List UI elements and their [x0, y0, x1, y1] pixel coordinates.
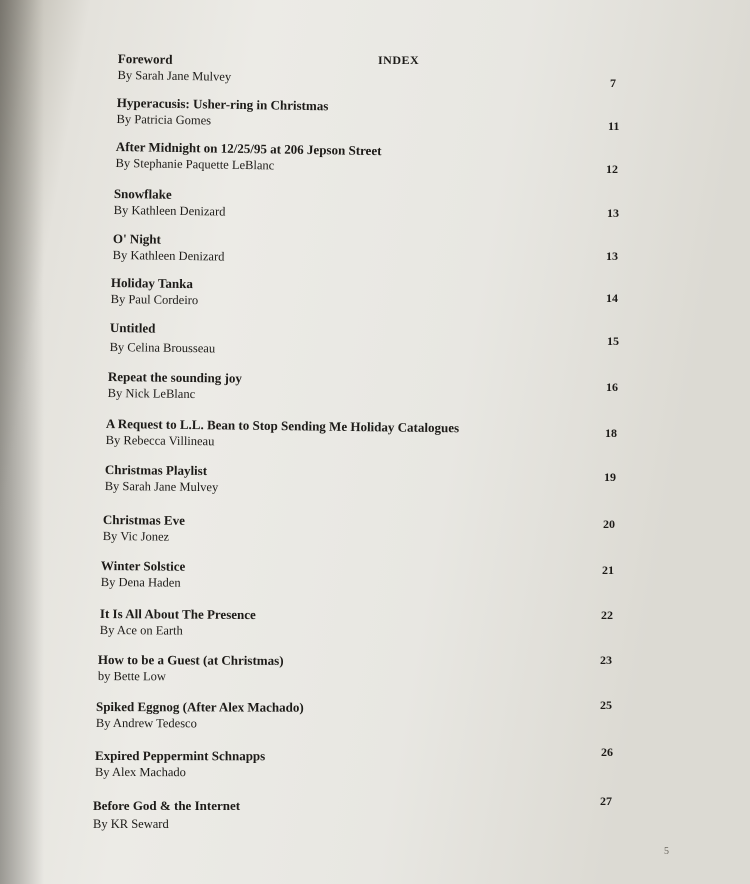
entry-page-number: 18 [605, 426, 617, 440]
page-gutter-shadow [0, 0, 44, 884]
entry-page-number: 15 [607, 334, 619, 348]
entry-author: By Kathleen Denizard [112, 247, 225, 264]
entry-page-number: 20 [603, 517, 615, 531]
index-entry [111, 275, 199, 308]
entry-title: Holiday Tanka [110, 275, 194, 292]
index-entry [108, 369, 242, 403]
entry-page-number: 27 [600, 794, 612, 808]
index-entry [96, 699, 304, 732]
entry-page-number: 16 [606, 380, 618, 394]
entry-title: Repeat the sounding joy [107, 369, 242, 386]
entry-author: By KR Seward [93, 817, 169, 831]
entry-title: It Is All About The Presence [99, 606, 256, 623]
entry-page-number: 12 [606, 162, 618, 176]
entry-page-number: 22 [601, 608, 613, 622]
index-entry [110, 320, 216, 356]
entry-author: By Andrew Tedesco [95, 715, 197, 731]
entry-title: After Midnight on 12/25/95 at 206 Jepson Street [115, 139, 382, 159]
entry-author: By Patricia Gomes [116, 111, 212, 128]
page-number-footer: 5 [664, 846, 669, 857]
entry-author: By Alex Machado [94, 765, 186, 780]
entry-author: By Kathleen Denizard [113, 202, 226, 219]
entry-page-number: 26 [601, 745, 613, 759]
entry-title: Expired Peppermint Schnapps [94, 748, 266, 764]
entry-title: Christmas Playlist [104, 462, 208, 479]
index-entry [115, 139, 381, 175]
entry-author: By Rebecca Villineau [105, 432, 215, 449]
entry-author: By Stephanie Paquette LeBlanc [115, 155, 275, 173]
entry-author: By Paul Cordeiro [110, 291, 199, 308]
entry-page-number: 11 [608, 119, 620, 133]
index-entry [113, 231, 225, 265]
entry-author: By Sarah Jane Mulvey [104, 478, 219, 495]
index-entry [95, 748, 265, 780]
entry-title: O' Night [112, 231, 162, 247]
entry-title: Snowflake [113, 186, 172, 202]
index-entry [98, 652, 284, 685]
entry-author: By Nick LeBlanc [107, 385, 196, 402]
entry-page-number: 13 [606, 249, 618, 263]
index-entry [106, 416, 460, 452]
index-entry [93, 798, 240, 832]
entry-author: By Vic Jonez [102, 528, 170, 544]
entry-author: By Dena Haden [100, 574, 181, 590]
index-heading: INDEX [378, 53, 420, 67]
entry-page-number: 25 [600, 698, 612, 712]
entry-title: Before God & the Internet [93, 798, 241, 813]
entry-page-number: 13 [607, 206, 619, 220]
entry-page-number: 7 [610, 76, 616, 90]
entry-title: A Request to L.L. Bean to Stop Sending Me Holiday Catalogues [105, 416, 460, 436]
entry-page-number: 14 [606, 291, 618, 305]
entry-title: How to be a Guest (at Christmas) [97, 652, 284, 668]
entry-author: By Celina Brousseau [109, 339, 216, 356]
entry-title: Winter Solstice [100, 558, 186, 574]
index-entry [100, 606, 256, 639]
entry-title: Foreword [117, 51, 173, 67]
entry-title: Christmas Eve [102, 512, 185, 528]
entry-title: Hyperacusis: Usher-ring in Christmas [116, 95, 329, 114]
entry-title: Spiked Eggnog (After Alex Machado) [95, 699, 304, 715]
entry-title: Untitled [109, 320, 156, 336]
index-entry [103, 512, 185, 545]
entry-author: by Bette Low [97, 668, 166, 684]
index-entry [116, 95, 328, 130]
index-entry [117, 51, 231, 85]
entry-page-number: 23 [600, 653, 612, 667]
entry-page-number: 21 [602, 563, 614, 577]
index-entry [114, 186, 226, 220]
index-entry [105, 462, 219, 495]
entry-author: By Sarah Jane Mulvey [117, 67, 232, 84]
index-entry [101, 558, 186, 591]
entry-author: By Ace on Earth [99, 622, 183, 638]
entry-page-number: 19 [604, 470, 616, 484]
